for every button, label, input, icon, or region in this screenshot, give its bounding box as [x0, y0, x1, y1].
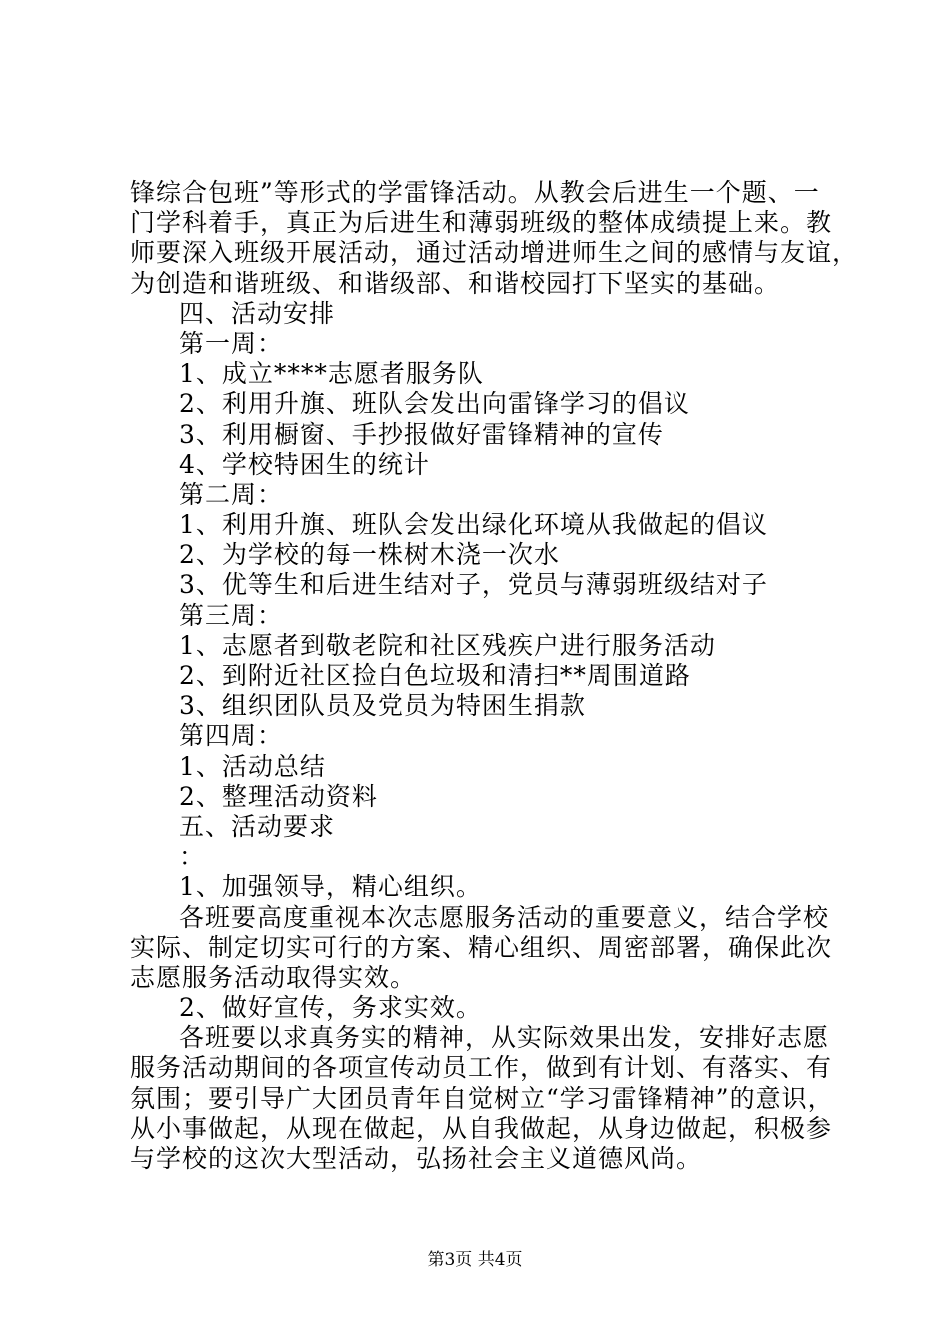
list-item: 2、利用升旗、班队会发出向雷锋学习的倡议 [179, 389, 690, 419]
list-item: 2、为学校的每一株树木浇一次水 [179, 540, 560, 570]
section-heading: 四、活动安排 [179, 298, 336, 328]
subsection-heading: 1、加强领导，精心组织。 [179, 872, 482, 902]
list-item: 3、优等生和后进生结对子，党员与薄弱班级结对子 [179, 570, 768, 600]
list-item: 1、成立****志愿者服务队 [179, 359, 484, 389]
list-item: 1、利用升旗、班队会发出绿化环境从我做起的倡议 [179, 510, 768, 540]
week-heading: 第三周： [179, 600, 284, 630]
paragraph-line: 氛围；要引导广大团员青年自觉树立“学习雷锋精神”的意识， [130, 1083, 834, 1113]
subsection-heading: 2、做好宣传，务求实效。 [179, 993, 482, 1023]
paragraph-line: 服务活动期间的各项宣传动员工作，做到有计划、有落实、有 [130, 1053, 833, 1083]
paragraph-line: 从小事做起，从现在做起，从自我做起，从身边做起，积极参 [130, 1113, 833, 1143]
section-heading: 五、活动要求 [179, 811, 336, 841]
document-body [130, 178, 859, 1174]
page-footer: 第3页 共4页 [427, 1250, 523, 1270]
list-item: 4、学校特困生的统计 [179, 449, 430, 479]
list-item: 1、活动总结 [179, 751, 326, 781]
week-heading: 第四周： [179, 721, 284, 751]
paragraph-line: 志愿服务活动取得实效。 [130, 962, 417, 992]
paragraph-line: 与学校的这次大型活动，弘扬社会主义道德风尚。 [130, 1144, 703, 1173]
list-item: 2、整理活动资料 [179, 781, 378, 811]
week-heading: 第一周： [179, 328, 284, 358]
body-line: 锋综合包班”等形式的学雷锋活动。从教会后进生一个题、一 [130, 178, 820, 207]
week-heading: 第二周： [179, 479, 284, 509]
list-item: 3、组织团队员及党员为特困生捐款 [179, 691, 586, 721]
list-item: 2、到附近社区捡白色垃圾和清扫**周围道路 [179, 661, 691, 690]
list-item: 3、利用橱窗、手抄报做好雷锋精神的宣传 [179, 419, 664, 449]
stray-colon: ： [179, 842, 206, 872]
body-line: 师要深入班级开展活动，通过活动增进师生之间的感情与友谊， [130, 238, 859, 268]
list-item: 1、志愿者到敬老院和社区残疾户进行服务活动 [179, 630, 716, 660]
paragraph-line: 各班要高度重视本次志愿服务活动的重要意义，结合学校 [179, 902, 830, 932]
paragraph-line: 实际、制定切实可行的方案、精心组织、周密部署，确保此次 [130, 932, 833, 962]
body-line: 门学科着手，真正为后进生和薄弱班级的整体成绩提上来。教 [130, 208, 833, 238]
paragraph-line: 各班要以求真务实的精神，从实际效果出发，安排好志愿 [179, 1023, 830, 1053]
body-line: 为创造和谐班级、和谐级部、和谐校园打下坚实的基础。 [130, 268, 781, 298]
